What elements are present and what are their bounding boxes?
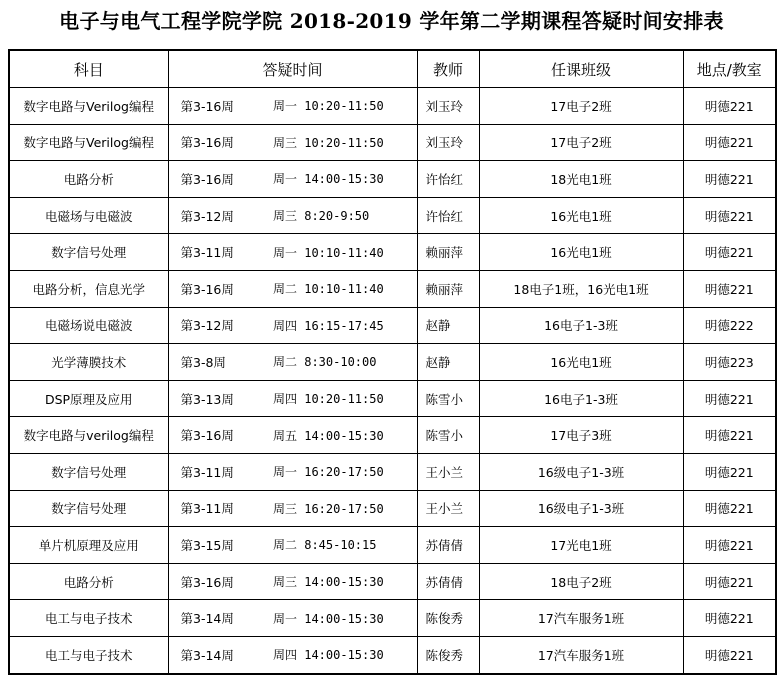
page-title: 电子与电气工程学院学院 2018-2019 学年第二学期课程答疑时间安排表 — [59, 9, 724, 33]
teacher-cell: 王小兰 — [417, 490, 479, 527]
table-row — [9, 234, 776, 271]
subject-cell: 数字电路与Verilog编程 — [9, 88, 168, 125]
header-classes: 任课班级 — [479, 50, 683, 88]
subject-cell: 数字电路与Verilog编程 — [9, 124, 168, 161]
table-row — [9, 161, 776, 198]
location-cell: 明德221 — [683, 417, 776, 454]
subject-cell: 电磁场说电磁波 — [9, 307, 168, 344]
teacher-cell: 刘玉玲 — [417, 124, 479, 161]
subject-cell: 数字信号处理 — [9, 234, 168, 271]
time-slot-cell: 周一 10:10-11:40 — [265, 234, 417, 271]
subject-cell: 数字电路与verilog编程 — [9, 417, 168, 454]
time-slot-cell: 周三 16:20-17:50 — [265, 490, 417, 527]
teacher-cell: 陈雪小 — [417, 380, 479, 417]
table-body — [9, 88, 776, 674]
weeks-cell: 第3-12周 — [168, 197, 265, 234]
time-slot-cell: 周三 10:20-11:50 — [265, 124, 417, 161]
subject-cell: 电磁场与电磁波 — [9, 197, 168, 234]
time-slot-cell: 周二 8:45-10:15 — [265, 527, 417, 564]
location-cell: 明德221 — [683, 124, 776, 161]
weeks-cell: 第3-8周 — [168, 344, 265, 381]
classes-cell: 17电子2班 — [479, 124, 683, 161]
header-time: 答疑时间 — [168, 50, 417, 88]
time-slot-cell: 周二 10:10-11:40 — [265, 270, 417, 307]
teacher-cell: 赵静 — [417, 307, 479, 344]
location-cell: 明德223 — [683, 344, 776, 381]
table-row — [9, 417, 776, 454]
header-location: 地点/教室 — [683, 50, 776, 88]
table-row — [9, 527, 776, 564]
time-slot-cell: 周一 10:20-11:50 — [265, 88, 417, 125]
location-cell: 明德221 — [683, 88, 776, 125]
table-row — [9, 490, 776, 527]
time-slot-cell: 周四 14:00-15:30 — [265, 636, 417, 673]
location-cell: 明德221 — [683, 234, 776, 271]
table-row — [9, 600, 776, 637]
subject-cell: 光学薄膜技术 — [9, 344, 168, 381]
classes-cell: 16光电1班 — [479, 197, 683, 234]
table-row — [9, 453, 776, 490]
table-row — [9, 344, 776, 381]
time-slot-cell: 周二 8:30-10:00 — [265, 344, 417, 381]
table-row — [9, 270, 776, 307]
classes-cell: 16级电子1-3班 — [479, 490, 683, 527]
location-cell: 明德221 — [683, 563, 776, 600]
subject-cell: 电路分析 — [9, 563, 168, 600]
subject-cell: 电工与电子技术 — [9, 600, 168, 637]
weeks-cell: 第3-16周 — [168, 270, 265, 307]
classes-cell: 18电子2班 — [479, 563, 683, 600]
teacher-cell: 赖丽萍 — [417, 270, 479, 307]
time-slot-cell: 周四 16:15-17:45 — [265, 307, 417, 344]
table-row — [9, 563, 776, 600]
classes-cell: 18电子1班，16光电1班 — [479, 270, 683, 307]
classes-cell: 17电子2班 — [479, 88, 683, 125]
teacher-cell: 刘玉玲 — [417, 88, 479, 125]
teacher-cell: 赖丽萍 — [417, 234, 479, 271]
weeks-cell: 第3-11周 — [168, 453, 265, 490]
table-row — [9, 380, 776, 417]
weeks-cell: 第3-15周 — [168, 527, 265, 564]
weeks-cell: 第3-11周 — [168, 490, 265, 527]
weeks-cell: 第3-16周 — [168, 563, 265, 600]
teacher-cell: 许怡红 — [417, 197, 479, 234]
schedule-table — [8, 49, 777, 675]
classes-cell: 16电子1-3班 — [479, 380, 683, 417]
location-cell: 明德221 — [683, 636, 776, 673]
classes-cell: 16电子1-3班 — [479, 307, 683, 344]
location-cell: 明德221 — [683, 197, 776, 234]
teacher-cell: 赵静 — [417, 344, 479, 381]
time-slot-cell: 周一 14:00-15:30 — [265, 161, 417, 198]
location-cell: 明德221 — [683, 490, 776, 527]
header-subject: 科目 — [9, 50, 168, 88]
weeks-cell: 第3-14周 — [168, 636, 265, 673]
weeks-cell: 第3-16周 — [168, 88, 265, 125]
location-cell: 明德222 — [683, 307, 776, 344]
subject-cell: 电工与电子技术 — [9, 636, 168, 673]
time-slot-cell: 周三 8:20-9:50 — [265, 197, 417, 234]
table-row — [9, 197, 776, 234]
teacher-cell: 陈雪小 — [417, 417, 479, 454]
subject-cell: 电路分析，信息光学 — [9, 270, 168, 307]
weeks-cell: 第3-16周 — [168, 161, 265, 198]
classes-cell: 16光电1班 — [479, 344, 683, 381]
classes-cell: 17汽车服务1班 — [479, 600, 683, 637]
location-cell: 明德221 — [683, 527, 776, 564]
table-row — [9, 307, 776, 344]
time-slot-cell: 周四 10:20-11:50 — [265, 380, 417, 417]
weeks-cell: 第3-12周 — [168, 307, 265, 344]
weeks-cell: 第3-16周 — [168, 417, 265, 454]
weeks-cell: 第3-14周 — [168, 600, 265, 637]
weeks-cell: 第3-13周 — [168, 380, 265, 417]
location-cell: 明德221 — [683, 453, 776, 490]
time-slot-cell: 周一 16:20-17:50 — [265, 453, 417, 490]
header-teacher: 教师 — [417, 50, 479, 88]
classes-cell: 17光电1班 — [479, 527, 683, 564]
teacher-cell: 陈俊秀 — [417, 636, 479, 673]
location-cell: 明德221 — [683, 600, 776, 637]
subject-cell: 电路分析 — [9, 161, 168, 198]
teacher-cell: 许怡红 — [417, 161, 479, 198]
time-slot-cell: 周一 14:00-15:30 — [265, 600, 417, 637]
teacher-cell: 陈俊秀 — [417, 600, 479, 637]
subject-cell: 数字信号处理 — [9, 453, 168, 490]
time-slot-cell: 周五 14:00-15:30 — [265, 417, 417, 454]
location-cell: 明德221 — [683, 380, 776, 417]
table-header-row — [9, 50, 776, 88]
table-row — [9, 124, 776, 161]
location-cell: 明德221 — [683, 270, 776, 307]
classes-cell: 16级电子1-3班 — [479, 453, 683, 490]
teacher-cell: 苏倩倩 — [417, 563, 479, 600]
weeks-cell: 第3-11周 — [168, 234, 265, 271]
table-row — [9, 88, 776, 125]
subject-cell: 单片机原理及应用 — [9, 527, 168, 564]
teacher-cell: 苏倩倩 — [417, 527, 479, 564]
weeks-cell: 第3-16周 — [168, 124, 265, 161]
classes-cell: 16光电1班 — [479, 234, 683, 271]
classes-cell: 17汽车服务1班 — [479, 636, 683, 673]
classes-cell: 18光电1班 — [479, 161, 683, 198]
teacher-cell: 王小兰 — [417, 453, 479, 490]
subject-cell: DSP原理及应用 — [9, 380, 168, 417]
classes-cell: 17电子3班 — [479, 417, 683, 454]
time-slot-cell: 周三 14:00-15:30 — [265, 563, 417, 600]
table-row — [9, 636, 776, 673]
location-cell: 明德221 — [683, 161, 776, 198]
subject-cell: 数字信号处理 — [9, 490, 168, 527]
